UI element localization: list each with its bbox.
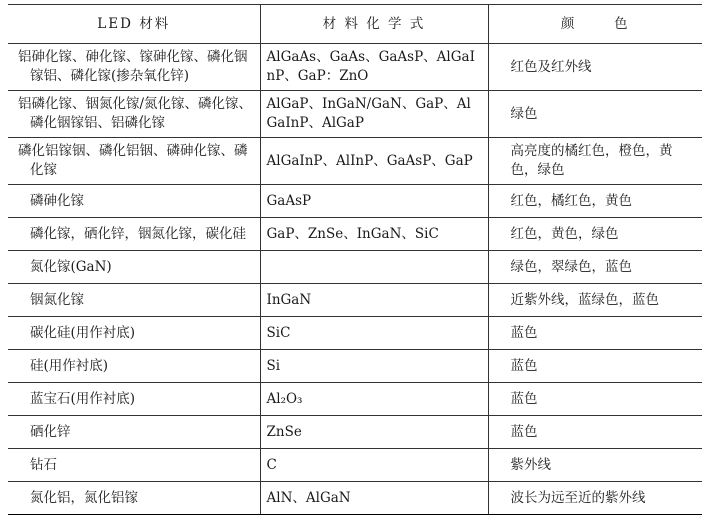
color-cell: 紫外线 xyxy=(488,449,702,482)
table-row xyxy=(8,251,702,284)
header-formula: 材 料 化 学 式 xyxy=(260,5,488,44)
material-cell: 磷化铝镓铟、磷化铝铟、磷砷化镓、磷化镓 xyxy=(8,138,260,185)
formula-cell: C xyxy=(260,449,488,482)
color-cell: 蓝色 xyxy=(488,383,702,416)
formula-cell: Si xyxy=(260,350,488,383)
material-cell: 磷化镓，硒化锌，铟氮化镓，碳化硅 xyxy=(8,218,260,251)
material-cell: 碳化硅(用作衬底) xyxy=(8,317,260,350)
color-cell: 绿色 xyxy=(488,91,702,138)
table-row xyxy=(8,284,702,317)
formula-cell: AlGaAs、GaAs、GaAsP、AlGaInP、GaP：ZnO xyxy=(260,44,488,91)
formula-cell: InGaN xyxy=(260,284,488,317)
table-row xyxy=(8,317,702,350)
material-cell: 氮化镓(GaN) xyxy=(8,251,260,284)
color-cell: 高亮度的橘红色，橙色，黄色，绿色 xyxy=(488,138,702,185)
color-cell: 蓝色 xyxy=(488,317,702,350)
table-row xyxy=(8,185,702,218)
color-cell: 红色及红外线 xyxy=(488,44,702,91)
header-material: LED 材料 xyxy=(8,5,260,44)
material-cell: 铟氮化镓 xyxy=(8,284,260,317)
color-cell: 蓝色 xyxy=(488,416,702,449)
color-cell: 红色，橘红色，黄色 xyxy=(488,185,702,218)
table-row xyxy=(8,91,702,138)
formula-cell: Al₂O₃ xyxy=(260,383,488,416)
table-header-row xyxy=(8,5,702,44)
color-cell: 蓝色 xyxy=(488,350,702,383)
formula-cell: GaAsP xyxy=(260,185,488,218)
table-row xyxy=(8,482,702,515)
material-cell: 蓝宝石(用作衬底) xyxy=(8,383,260,416)
material-cell: 氮化铝，氮化铝镓 xyxy=(8,482,260,515)
material-cell: 钻石 xyxy=(8,449,260,482)
table-row xyxy=(8,138,702,185)
formula-cell: ZnSe xyxy=(260,416,488,449)
formula-cell: AlGaInP、AlInP、GaAsP、GaP xyxy=(260,138,488,185)
table-row xyxy=(8,416,702,449)
formula-cell: GaP、ZnSe、InGaN、SiC xyxy=(260,218,488,251)
color-cell: 波长为远至近的紫外线 xyxy=(488,482,702,515)
material-cell: 铝磷化镓、铟氮化镓/氮化镓、磷化镓、磷化铟镓铝、铝磷化镓 xyxy=(8,91,260,138)
formula-cell: AlGaP、InGaN/GaN、GaP、AlGaInP、AlGaP xyxy=(260,91,488,138)
header-color: 颜 色 xyxy=(488,5,702,44)
color-cell: 近紫外线，蓝绿色，蓝色 xyxy=(488,284,702,317)
led-materials-table xyxy=(8,4,702,515)
material-cell: 磷砷化镓 xyxy=(8,185,260,218)
material-cell: 铝砷化镓、砷化镓、镓砷化镓、磷化铟镓铝、磷化镓(掺杂氧化锌) xyxy=(8,44,260,91)
formula-cell: SiC xyxy=(260,317,488,350)
table-row xyxy=(8,449,702,482)
material-cell: 硅(用作衬底) xyxy=(8,350,260,383)
color-cell: 绿色，翠绿色，蓝色 xyxy=(488,251,702,284)
color-cell: 红色，黄色，绿色 xyxy=(488,218,702,251)
formula-cell: AlN、AlGaN xyxy=(260,482,488,515)
table-row xyxy=(8,383,702,416)
table-row xyxy=(8,350,702,383)
table-row xyxy=(8,218,702,251)
table-row xyxy=(8,44,702,91)
formula-cell xyxy=(260,251,488,284)
material-cell: 硒化锌 xyxy=(8,416,260,449)
